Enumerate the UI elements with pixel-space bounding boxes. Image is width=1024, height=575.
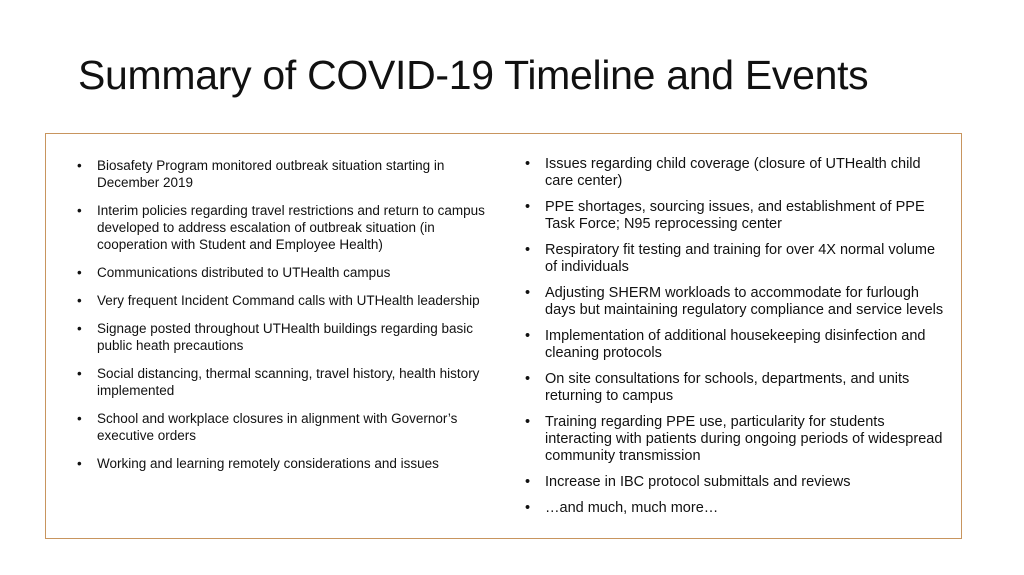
list-item: • Very frequent Incident Command calls with UTHealth leadership xyxy=(77,292,497,309)
list-item: • PPE shortages, sourcing issues, and establishment of PPE Task Force; N95 reprocessing center xyxy=(525,199,950,233)
list-item: • Training regarding PPE use, particularity for students interacting with patients during ongoing periods of widespread community transmission xyxy=(525,414,950,465)
list-item: • Communications distributed to UTHealth campus xyxy=(77,264,497,281)
right-bullet-list xyxy=(525,156,950,526)
list-item: • …and much, much more… xyxy=(525,500,950,517)
left-bullet-list xyxy=(77,157,497,483)
list-item: • Interim policies regarding travel restrictions and return to campus developed to address escalation of outbreak situation (in cooperation with Student and Employee Health) xyxy=(77,202,497,253)
list-item: • Biosafety Program monitored outbreak situation starting in December 2019 xyxy=(77,157,497,191)
list-item: • Working and learning remotely considerations and issues xyxy=(77,455,497,472)
list-item: • Signage posted throughout UTHealth buildings regarding basic public heath precautions xyxy=(77,320,497,354)
list-item: • On site consultations for schools, departments, and units returning to campus xyxy=(525,371,950,405)
list-item: • Implementation of additional housekeeping disinfection and cleaning protocols xyxy=(525,328,950,362)
list-item: • Issues regarding child coverage (closure of UTHealth child care center) xyxy=(525,156,950,190)
slide-title: Summary of COVID-19 Timeline and Events xyxy=(78,52,869,98)
list-item: • Social distancing, thermal scanning, travel history, health history implemented xyxy=(77,365,497,399)
list-item: • Adjusting SHERM workloads to accommodate for furlough days but maintaining regulatory compliance and service levels xyxy=(525,285,950,319)
list-item: • Respiratory fit testing and training for over 4X normal volume of individuals xyxy=(525,242,950,276)
list-item: • Increase in IBC protocol submittals and reviews xyxy=(525,474,950,491)
list-item: • School and workplace closures in alignment with Governor’s executive orders xyxy=(77,410,497,444)
